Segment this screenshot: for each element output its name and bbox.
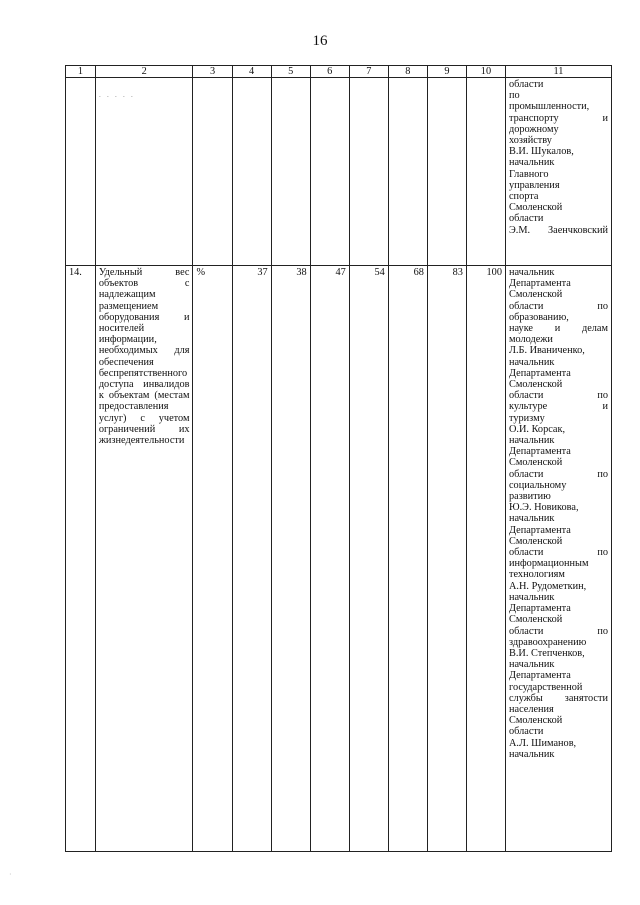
value-cell: 47: [310, 266, 349, 852]
responsible-line: спорта: [508, 191, 539, 203]
responsible-line: здравоохранению: [508, 636, 587, 648]
responsible-cell: [505, 266, 611, 852]
responsible-line: Департамента: [508, 278, 571, 290]
cell-empty: [427, 78, 466, 266]
cell-empty: [310, 78, 349, 266]
responsible-cell-continuation: [505, 78, 611, 266]
responsible-line: Смоленской: [508, 535, 563, 547]
responsible-line: начальник: [508, 435, 555, 447]
responsible-line: Смоленской: [508, 614, 563, 626]
responsible-line: области по: [508, 547, 608, 559]
responsible-line: Л.Б. Иваниченко,: [508, 345, 585, 357]
cell-empty: [388, 78, 427, 266]
responsible-line: по: [508, 90, 520, 102]
table-row-continuation: [66, 78, 612, 266]
column-number-4: 4: [232, 66, 271, 78]
responsible-line: области по: [508, 625, 608, 637]
column-number-5: 5: [271, 66, 310, 78]
column-number-7: 7: [349, 66, 388, 78]
responsible-line: А.Н. Рудометкин,: [508, 580, 587, 592]
column-number-2: 2: [95, 66, 193, 78]
responsible-line: Департамента: [508, 670, 571, 682]
column-number-8: 8: [388, 66, 427, 78]
column-number-3: 3: [193, 66, 232, 78]
indicators-table: [65, 65, 612, 852]
cell-empty: [95, 78, 193, 266]
responsible-line: начальник: [508, 267, 555, 278]
responsible-line: населения: [508, 703, 554, 715]
value-cell: 100: [466, 266, 505, 852]
responsible-line: начальник: [508, 356, 555, 368]
responsible-line: Э.М. Заенчковский: [508, 224, 608, 236]
page-number: 16: [312, 33, 328, 49]
responsible-line: образованию,: [508, 311, 569, 323]
responsible-line: Смоленской: [508, 289, 563, 301]
responsible-line: Смоленской: [508, 715, 563, 727]
cell-empty: [466, 78, 505, 266]
responsible-line: культуре и: [508, 401, 608, 413]
value-cell: 83: [427, 266, 466, 852]
responsible-line: начальник: [508, 513, 555, 525]
cell-empty: [349, 78, 388, 266]
responsible-line: области по: [508, 468, 608, 480]
responsible-line: В.И. Степченков,: [508, 647, 585, 659]
responsible-line: Ю.Э. Новикова,: [508, 502, 579, 514]
responsible-line: Департамента: [508, 524, 571, 536]
responsible-line: области по: [508, 300, 608, 312]
faint-scan-marks: . . . . .: [98, 90, 135, 99]
responsible-line: транспорту и: [508, 112, 608, 124]
value-cell: 54: [349, 266, 388, 852]
responsible-line: развитию: [508, 491, 551, 503]
column-number-1: 1: [66, 66, 96, 78]
table-header-row: [66, 66, 612, 78]
indicator-name: Удельный вес объектов с надлежащим размещением оборудования и носителей информации, необходимых для обеспечения беспрепятственного доступа инвалидов к объектам (местам предоставления услуг) с учетом ограничений их жизнедеятельности: [95, 266, 193, 852]
responsible-line: В.И. Шукалов,: [508, 146, 574, 158]
responsible-line: промышленности,: [508, 101, 590, 113]
responsible-line: молодежи: [508, 334, 553, 346]
unit-cell: %: [193, 266, 232, 852]
table-row-14: [66, 266, 612, 852]
responsible-line: начальник: [508, 157, 555, 169]
cell-empty: [66, 78, 96, 266]
column-number-6: 6: [310, 66, 349, 78]
responsible-line: хозяйству: [508, 135, 552, 147]
responsible-line: дорожному: [508, 123, 559, 135]
value-cell: 38: [271, 266, 310, 852]
value-cell: 68: [388, 266, 427, 852]
responsible-line: начальник: [508, 591, 555, 603]
responsible-line: А.Л. Шиманов,: [508, 737, 577, 749]
responsible-line: Главного: [508, 168, 549, 180]
responsible-line: Департамента: [508, 367, 571, 379]
responsible-line: туризму: [508, 412, 545, 424]
responsible-line: области: [508, 213, 544, 225]
responsible-line: науке и делам: [508, 323, 608, 335]
responsible-line: Смоленской: [508, 457, 563, 469]
responsible-line: области: [508, 726, 544, 738]
row-number: 14.: [66, 266, 96, 852]
cell-empty: [232, 78, 271, 266]
responsible-line: социальному: [508, 479, 567, 491]
responsible-line: начальник: [508, 748, 555, 760]
cell-empty: [271, 78, 310, 266]
responsible-line: Смоленской: [508, 202, 563, 214]
responsible-line: службы занятости: [508, 692, 608, 704]
margin-mark: ·: [9, 870, 12, 879]
responsible-line: технологиям: [508, 569, 565, 581]
responsible-line: управления: [508, 179, 560, 191]
column-number-10: 10: [466, 66, 505, 78]
responsible-line: начальник: [508, 659, 555, 671]
column-number-11: 11: [505, 66, 611, 78]
responsible-line: Департамента: [508, 603, 571, 615]
responsible-line: области по: [508, 390, 608, 402]
value-cell: 37: [232, 266, 271, 852]
responsible-line: О.И. Корсак,: [508, 423, 566, 435]
responsible-line: области: [508, 79, 544, 90]
responsible-line: Смоленской: [508, 379, 563, 391]
responsible-line: Департамента: [508, 446, 571, 458]
column-number-9: 9: [427, 66, 466, 78]
cell-empty: [193, 78, 232, 266]
responsible-line: государственной: [508, 681, 583, 693]
responsible-line: информационным: [508, 558, 589, 570]
